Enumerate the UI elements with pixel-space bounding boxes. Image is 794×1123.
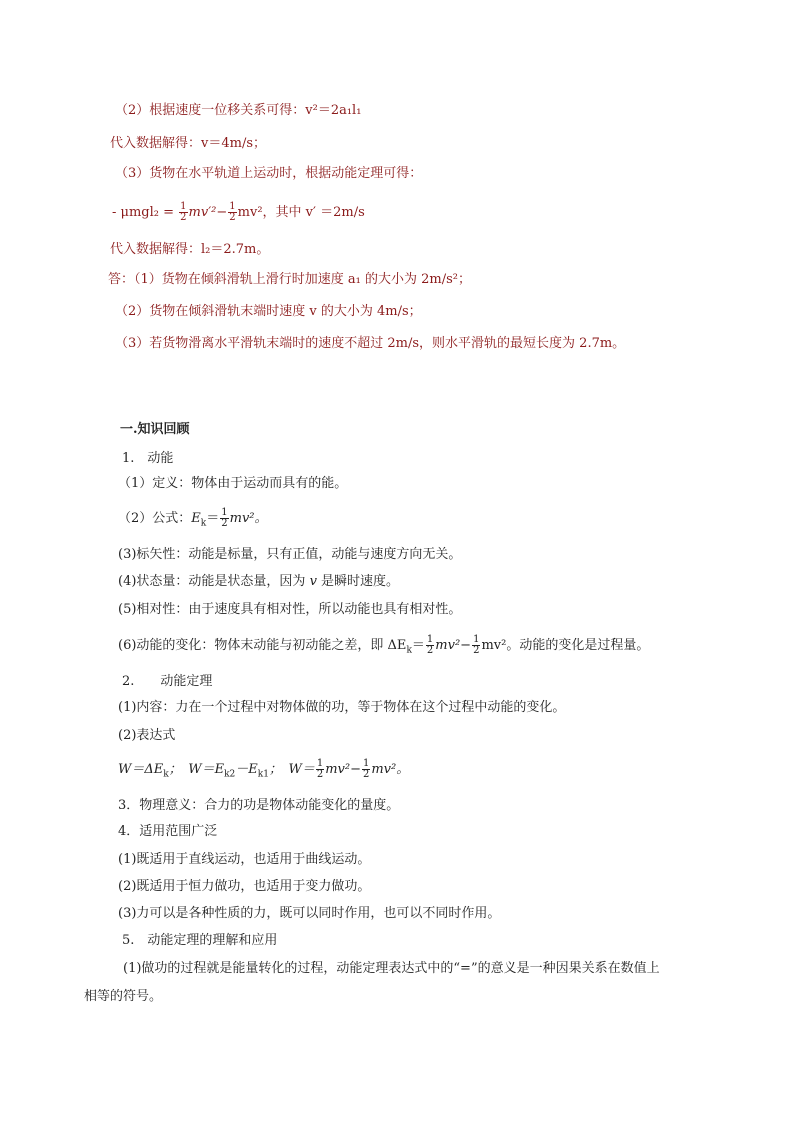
scope-heading: 4．适用范围广泛 <box>118 824 218 839</box>
equation-left: - μmgl₂ = <box>112 205 175 220</box>
fraction-half: $\frac{1}{2}$ <box>221 507 228 529</box>
kinetic-energy-change: (6)动能的变化：物体末动能与初动能之差，即 $\Delta E_k=$ $\frac{1}{2}$ mv²− $\frac{1}{2}$ mv²。动能的变化是过程量。 <box>118 634 650 656</box>
section-heading: 一.知识回顾 <box>120 422 190 437</box>
scope-item-1: (1)既适用于直线运动，也适用于曲线运动。 <box>118 852 371 867</box>
kinetic-energy-relativity: (5)相对性：由于速度具有相对性，所以动能也具有相对性。 <box>118 602 462 617</box>
theorem-expression-label: (2)表达式 <box>118 728 176 743</box>
kinetic-energy-definition: （1）定义：物体由于运动而具有的能。 <box>118 476 348 491</box>
equation-term-1: mv′²− <box>188 205 228 220</box>
theorem-expressions: $W=\Delta E_k$； $W=E_{k2}-E_{k1}$； W＝ $\frac{1}{2}$ mv²− $\frac{1}{2}$ mv²。 <box>118 758 410 780</box>
fraction-half: $\frac{1}{2}$ <box>316 758 324 780</box>
solution-step3-equation <box>112 200 365 226</box>
understanding-para-line1: (1)做功的过程就是能量转化的过程，动能定理表达式中的“=”的意义是一种因果关系在数值上 <box>110 961 660 976</box>
theorem-content: (1)内容：力在一个过程中对物体做的功，等于物体在这个过程中动能的变化。 <box>118 700 566 715</box>
solution-step3-result: 代入数据解得：l₂＝2.7m。 <box>110 242 270 257</box>
fraction-half: $\frac{1}{2}$ <box>362 758 370 780</box>
physical-meaning: 3．物理意义：合力的功是物体动能变化的量度。 <box>118 798 400 813</box>
answer-3: （3）若货物滑离水平滑轨末端时的速度不超过 2m/s，则水平滑轨的最短长度为 2.7m。 <box>115 336 626 351</box>
kinetic-energy-state: (4)状态量：动能是状态量，因为 v 是瞬时速度。 <box>118 574 400 589</box>
subsection-kinetic-energy: 1. 动能 <box>122 451 174 466</box>
fraction-half: $\frac{1}{2}$ <box>473 634 480 656</box>
solution-step2-line: （2）根据速度一位移关系可得：v²＝2a₁l₁ <box>115 103 362 118</box>
kinetic-energy-scalar: (3)标矢性：动能是标量，只有正值，动能与速度方向无关。 <box>118 547 462 562</box>
subsection-work-energy-theorem: 2. 动能定理 <box>122 674 213 689</box>
kinetic-energy-formula: （2）公式：$E_k=$ $\frac{1}{2}$ mv²。 <box>118 507 268 529</box>
equation-term-2: mv²，其中 v′ ＝2m/s <box>237 205 365 220</box>
fraction-half: $\frac{1}{2}$ <box>426 634 434 656</box>
fraction-half: $\frac{1}{2}$ <box>229 201 236 223</box>
fraction-half: $\frac{1}{2}$ <box>180 201 187 223</box>
answer-1: 答：（1）货物在倾斜滑轨上滑行时加速度 a₁ 的大小为 2m/s²； <box>108 272 471 287</box>
scope-item-3: (3)力可以是各种性质的力，既可以同时作用，也可以不同时作用。 <box>118 906 501 921</box>
solution-step3-intro: （3）货物在水平轨道上运动时，根据动能定理可得： <box>115 166 423 181</box>
answer-2: （2）货物在倾斜滑轨末端时速度 v 的大小为 4m/s； <box>115 304 422 319</box>
understanding-para-line2: 相等的符号。 <box>84 989 163 1004</box>
scope-item-2: (2)既适用于恒力做功，也适用于变力做功。 <box>118 879 371 894</box>
solution-step2-result: 代入数据解得：v＝4m/s； <box>110 136 266 151</box>
subsection-understanding: 5. 动能定理的理解和应用 <box>122 933 278 948</box>
